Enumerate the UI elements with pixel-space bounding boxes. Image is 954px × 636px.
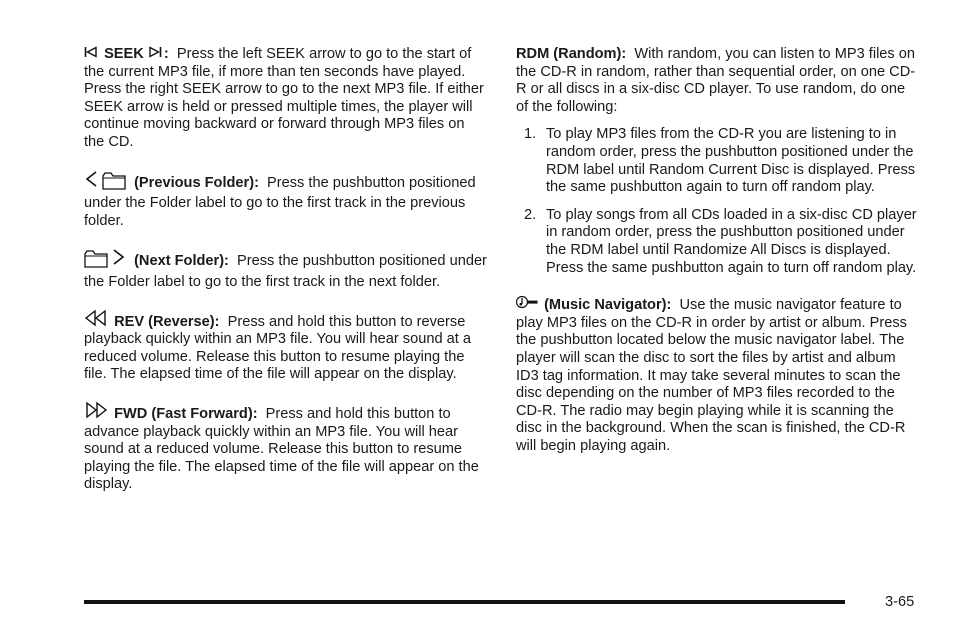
previous-folder-label: (Previous Folder): [134,174,259,191]
fwd-text: Press and hold this button to advance playback quickly within an MP3 file. You will hear sound at a reduced volume. Release this button to resume playing the file. The elapsed time of the file will appear on the display. [84,405,479,493]
music-navigator-icon [516,295,538,309]
rev-paragraph [84,310,488,384]
music-navigator-text: Use the music navigator feature to play MP3 files on the CD-R in order by artist or album. Press the pushbutton located below the music navigator label. The player will scan the disc to sort the files by artist and album ID3 tag information. It may take several minutes to scan the disc depending on the number of MP3 files recorded to the CD-R. The radio may begin playing while it is scanning the disc in the background. When the scan is finished, the CD-R will begin playing again. [516,297,907,454]
folder-icon [84,250,108,274]
next-folder-paragraph [84,248,488,291]
list-item-text: To play songs from all CDs loaded in a six-disc CD player in random order, press the pushbutton positioned under the RDM label until Randomize All Discs is displayed. Press the same pushbutton again to turn off random play. [546,206,917,276]
seek-back-icon [84,46,98,58]
list-item [516,207,920,277]
list-item-text: To play MP3 files from the CD-R you are listening to in random order, press the pushbutton positioned under the RDM label until Random Current Disc is displayed. Press the same pushbutton again to turn off random play. [546,126,916,196]
previous-folder-paragraph [84,170,488,231]
fast-forward-icon [84,402,108,418]
folder-icon [102,172,126,196]
next-folder-text: Press the pushbutton positioned under the Folder label to go to the first track in the next folder. [84,253,487,290]
list-item-number: 2. [524,206,537,223]
rev-text: Press and hold this button to reverse playback quickly within an MP3 file. You will hear sound at a reduced volume. Release this button to resume playing the file. The elapsed time of the file will appear on the display. [84,313,471,383]
random-steps-list [516,126,920,277]
seek-text: Press the left SEEK arrow to go to the start of the current MP3 file, if more than ten seconds have played. Press the right SEEK arrow to go to the next MP3 file. If either SEEK arrow is held or pressed multiple times, the player will continue moving backward or forward through MP3 files on the CD. [84,46,484,150]
seek-label: SEEK [104,46,144,62]
fwd-paragraph [84,402,488,494]
page-number: 3-65 [885,594,915,610]
rev-label: REV (Reverse): [114,313,220,330]
chevron-left-icon [84,170,98,196]
rdm-label: RDM (Random): [516,46,627,62]
footer-rule [84,600,845,604]
rdm-paragraph [516,46,920,116]
rewind-icon [84,310,108,326]
seek-paragraph [84,46,488,152]
fwd-label: FWD (Fast Forward): [114,405,258,422]
seek-colon: : [163,46,169,62]
right-column [516,46,920,473]
list-item [516,126,920,196]
chevron-right-icon [112,248,126,274]
list-item-number: 1. [524,126,537,143]
music-navigator-label: (Music Navigator): [544,297,672,314]
seek-forward-icon [148,46,162,58]
music-navigator-paragraph [516,295,920,455]
rdm-text: With random, you can listen to MP3 files on the CD-R in random, rather than sequential order, on one CD-R or all discs in a six-disc CD player. To use random, do one of the following: [516,46,916,115]
left-column [84,46,488,512]
next-folder-label: (Next Folder): [134,253,229,270]
previous-folder-text: Press the pushbutton positioned under the Folder label to go to the first track in the previous folder. [84,174,476,229]
